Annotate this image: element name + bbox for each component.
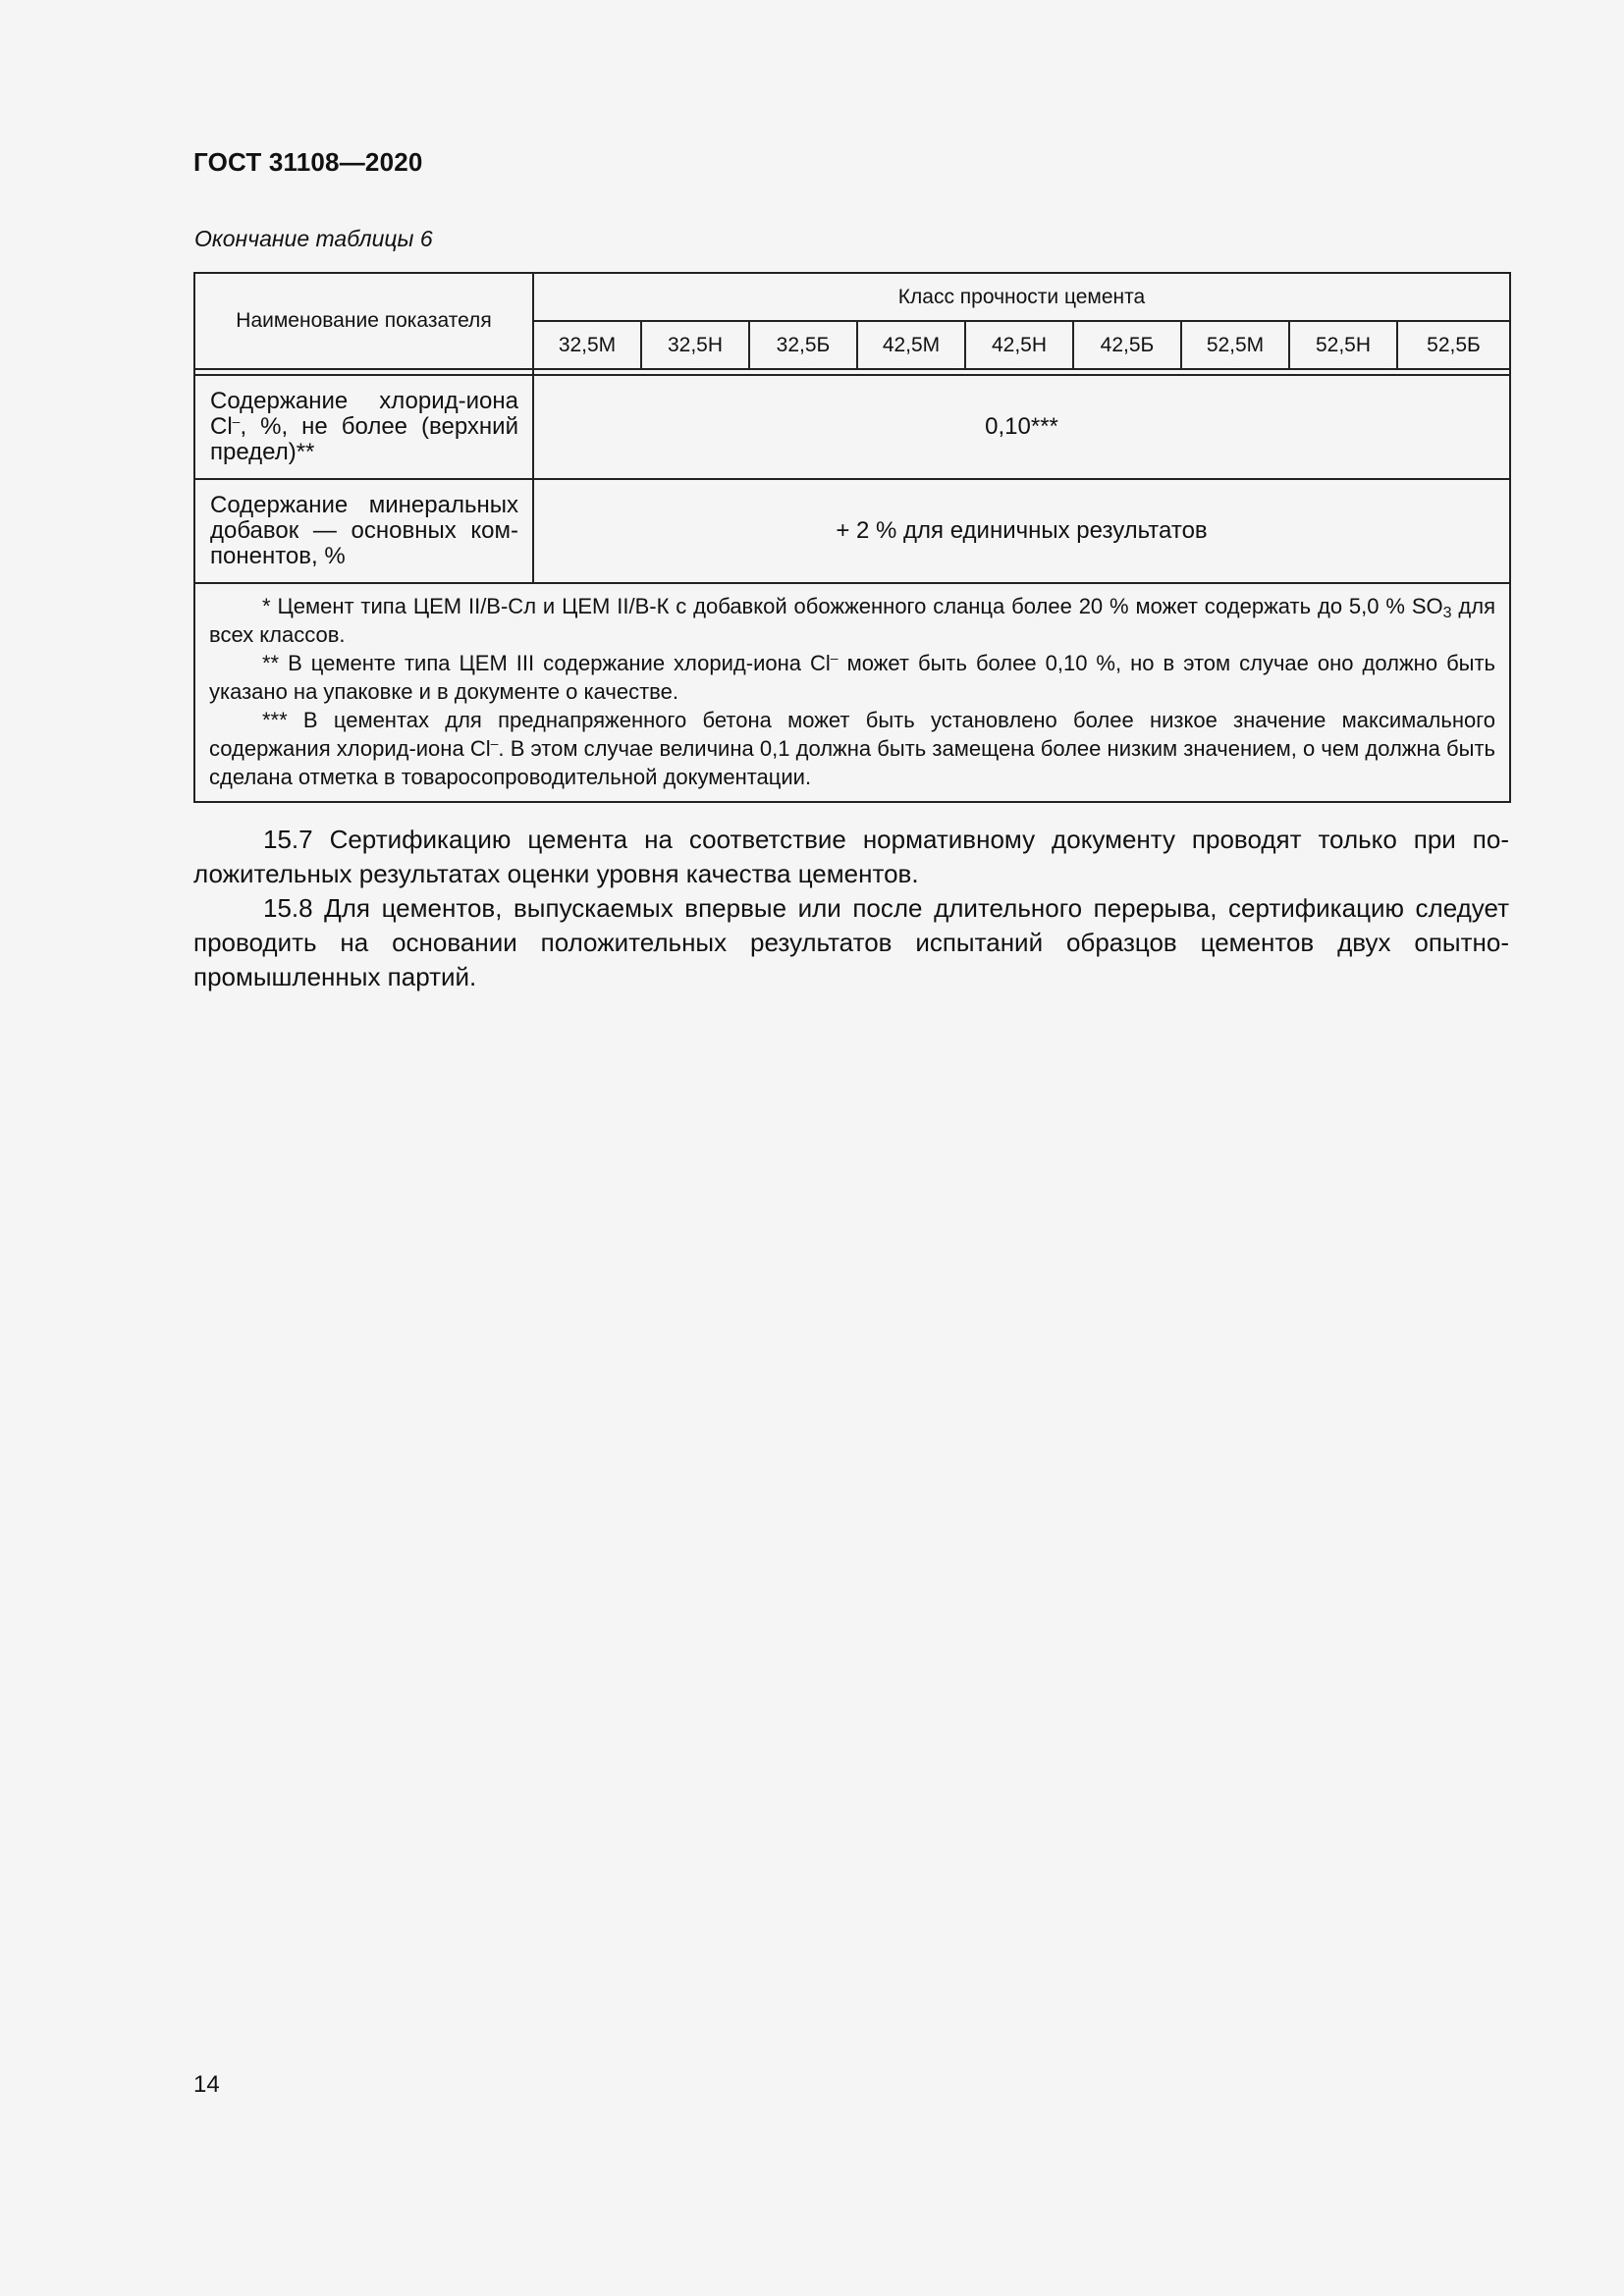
class-cell: 42,5Б xyxy=(1073,321,1181,369)
class-cell: 52,5Н xyxy=(1289,321,1397,369)
class-cell: 32,5Б xyxy=(749,321,857,369)
footnote-2: ** В цементе типа ЦЕМ III содержание хлорид-иона Cl– может быть более 0,10 %, но в этом случае оно должно быть указано на упаковке и в документе о качестве. xyxy=(209,650,1496,704)
footnote-1: * Цемент типа ЦЕМ II/В-Сл и ЦЕМ II/В-К с добавкой обожженного сланца более 20 % может содержать до 5,0 % $SO_3$ для всех классов. xyxy=(209,594,1496,647)
row-value-chloride: 0,10*** xyxy=(533,375,1510,479)
table-footnotes xyxy=(194,583,1510,802)
class-cell: 32,5Н xyxy=(641,321,749,369)
class-cell: 42,5Н xyxy=(965,321,1073,369)
paragraph-15-8: 15.8 Для цементов, выпускаемых впервые или после длительного перерыва, сертификацию следует проводить на основании положительных результатов испытаний образцов цементов двух опытно-промышленных партий. xyxy=(193,893,1509,991)
row-value-mineral-additives: + 2 % для единичных результатов xyxy=(533,479,1510,583)
page-number: 14 xyxy=(193,2071,220,2098)
document-code: ГОСТ 31108—2020 xyxy=(193,147,423,177)
table-6-continuation xyxy=(193,272,1509,803)
footnote-3: *** В цементах для преднапряженного бетона может быть установлено более низкое значение максимального содержания хлорид-иона Cl–. В этом случае величина 0,1 должна быть замещена более низким значением, о чем должна быть сделана отметка в товаросопроводительной документации. xyxy=(209,708,1496,789)
table-notes-row xyxy=(194,583,1510,802)
class-cell: 52,5Б xyxy=(1397,321,1510,369)
param-name-header: Наименование показателя xyxy=(194,273,533,369)
strength-class-header: Класс прочности цемента xyxy=(533,273,1510,321)
table-row xyxy=(194,479,1510,583)
table-row xyxy=(194,375,1510,479)
class-cell: 42,5М xyxy=(857,321,965,369)
body-text xyxy=(193,823,1509,994)
class-cell: 32,5М xyxy=(533,321,641,369)
row-name-chloride: Содержание хлорид-иона Cl–, %, не более (верхний предел)** xyxy=(194,375,533,479)
row-name-mineral-additives: Содержание минеральных добавок — основных компонентов, % xyxy=(194,479,533,583)
class-cell: 52,5М xyxy=(1181,321,1289,369)
paragraph-15-7: 15.7 Сертификацию цемента на соответствие нормативному документу проводят только при положительных результатах оценки уровня качества цементов. xyxy=(193,825,1509,888)
cement-strength-table xyxy=(193,272,1511,803)
table-caption: Окончание таблицы 6 xyxy=(194,226,433,251)
